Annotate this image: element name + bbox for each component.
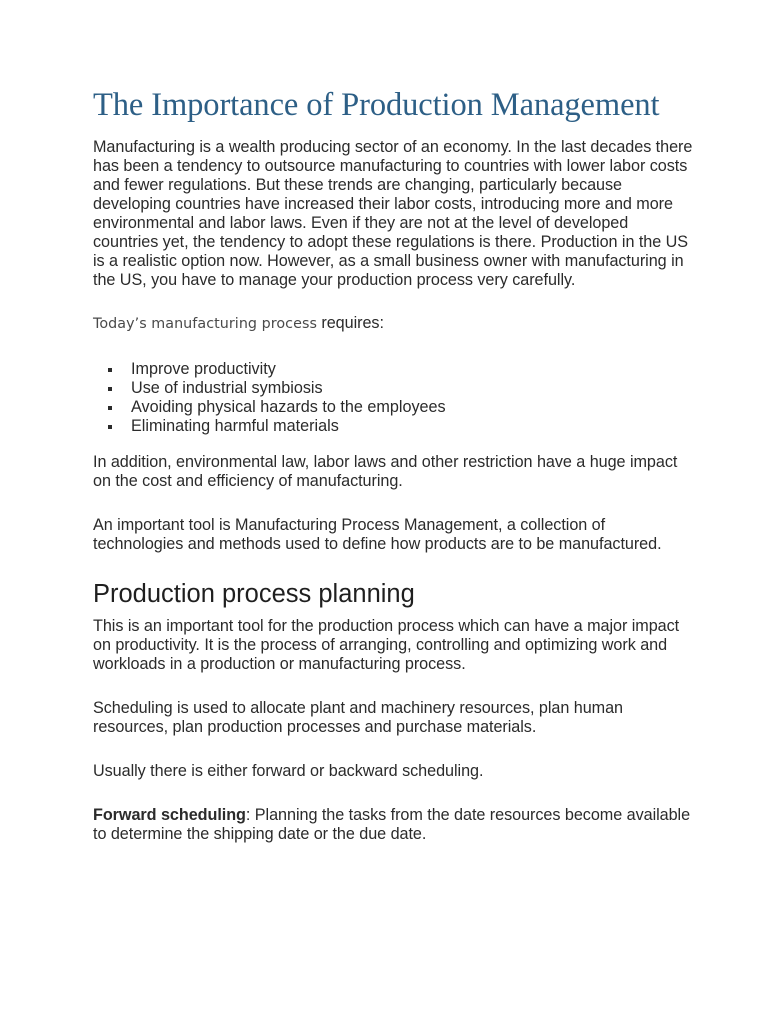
bullet-icon [108, 368, 112, 372]
bullet-icon [108, 406, 112, 410]
forward-scheduling-text: : Planning the tasks from the date resources become available to determine the shipping date or the due date. [93, 806, 691, 843]
forward-scheduling-label: Forward scheduling [93, 806, 246, 824]
scheduling-types-paragraph: Usually there is either forward or backward scheduling. [93, 762, 484, 780]
bullet-icon [108, 387, 112, 391]
bullet-icon [108, 425, 112, 429]
list-item: Improve productivity [93, 360, 693, 379]
section-heading: Production process planning [93, 580, 415, 608]
impact-paragraph: In addition, environmental law, labor laws and other restriction have a huge impact on the cost and efficiency of manufacturing. [93, 453, 678, 490]
intro-paragraph: Manufacturing is a wealth producing sector of an economy. In the last decades there has been a tendency to outsource manufacturing to countries with lower labor costs and fewer regulations. But these trends are changing, particularly because developing countries have increased their labor costs, introducing more and more environmental and labor laws. Even if they are not at the level of developed countries yet, the tendency to adopt these regulations is there. Production in the US is a realistic option now. However, as a small business owner with manufacturing in the US, you have to manage your production process very carefully. [93, 138, 693, 289]
scheduling-paragraph: Scheduling is used to allocate plant and machinery resources, plan human resources, plan production processes and purchase materials. [93, 699, 624, 736]
requires-lead-part-b: requires: [316, 314, 384, 332]
planning-paragraph: This is an important tool for the production process which can have a major impact on productivity. It is the process of arranging, controlling and optimizing work and workloads in a production or manufacturing process. [93, 617, 680, 673]
forward-scheduling-paragraph [93, 806, 693, 844]
list-item: Avoiding physical hazards to the employees [93, 398, 693, 417]
list-item: Use of industrial symbiosis [93, 379, 693, 398]
document-page [93, 86, 693, 844]
requires-lead-in [93, 314, 693, 334]
requires-lead-part-a: Today’s manufacturing process [93, 316, 317, 332]
requirements-list [93, 360, 693, 436]
list-item: Eliminating harmful materials [93, 417, 693, 436]
tool-paragraph: An important tool is Manufacturing Process Management, a collection of technologies and methods used to define how products are to be manufactured. [93, 516, 662, 553]
page-title: The Importance of Production Management [93, 87, 660, 123]
